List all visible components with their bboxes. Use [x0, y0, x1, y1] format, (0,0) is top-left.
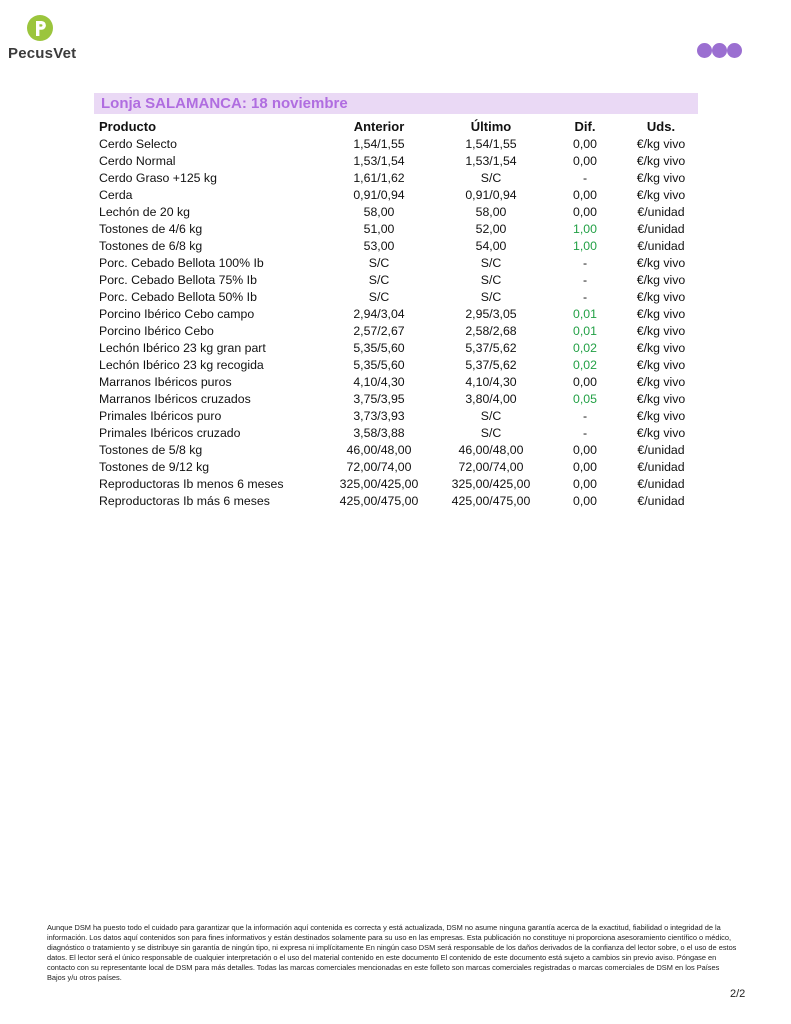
cell-dif: - [582, 171, 588, 185]
cell-anterior: 425,00/475,00 [339, 494, 419, 508]
dot-icon [727, 43, 742, 58]
cell-uds: €/kg vivo [636, 273, 686, 287]
cell-producto: Cerdo Graso +125 kg [99, 171, 217, 185]
cell-anterior: 72,00/74,00 [346, 460, 412, 474]
cell-uds: €/kg vivo [636, 324, 686, 338]
cell-producto: Porcino Ibérico Cebo [99, 324, 214, 338]
cell-ultimo: 58,00 [475, 205, 507, 219]
cell-uds: €/unidad [637, 443, 685, 457]
cell-anterior: 2,94/3,04 [353, 307, 405, 321]
cell-anterior: 325,00/425,00 [339, 477, 419, 491]
table-body [99, 136, 697, 510]
cell-producto: Porc. Cebado Bellota 100% Ib [99, 256, 264, 270]
cell-dif: - [582, 409, 588, 423]
cell-uds: €/kg vivo [636, 290, 686, 304]
table-row [99, 442, 697, 459]
cell-uds: €/kg vivo [636, 171, 686, 185]
table-row [99, 493, 697, 510]
cell-dif: 0,01 [573, 324, 597, 338]
table-row [99, 170, 697, 187]
cell-producto: Lechón Ibérico 23 kg recogida [99, 358, 264, 372]
cell-dif: 0,00 [573, 375, 597, 389]
cell-uds: €/kg vivo [636, 341, 686, 355]
cell-dif: 0,00 [573, 477, 597, 491]
cell-producto: Tostones de 4/6 kg [99, 222, 203, 236]
table-row [99, 221, 697, 238]
cell-producto: Marranos Ibéricos cruzados [99, 392, 251, 406]
cell-uds: €/unidad [637, 494, 685, 508]
cell-ultimo: 3,80/4,00 [465, 392, 517, 406]
dot-icon [697, 43, 712, 58]
dot-icon [712, 43, 727, 58]
cell-anterior: 5,35/5,60 [353, 358, 405, 372]
cell-anterior: 1,54/1,55 [353, 137, 405, 151]
cell-uds: €/unidad [637, 460, 685, 474]
cell-ultimo: 2,58/2,68 [465, 324, 517, 338]
cell-dif: - [582, 256, 588, 270]
column-header-producto: Producto [99, 119, 157, 134]
cell-uds: €/unidad [637, 477, 685, 491]
cell-anterior: 1,61/1,62 [353, 171, 405, 185]
price-table [99, 118, 697, 510]
cell-ultimo: S/C [480, 273, 502, 287]
table-header-row [99, 118, 697, 136]
cell-dif: - [582, 290, 588, 304]
cell-ultimo: 52,00 [475, 222, 507, 236]
cell-dif: 0,00 [573, 494, 597, 508]
cell-dif: - [582, 426, 588, 440]
cell-anterior: 3,58/3,88 [353, 426, 405, 440]
cell-uds: €/kg vivo [636, 154, 686, 168]
cell-producto: Tostones de 5/8 kg [99, 443, 203, 457]
table-row [99, 476, 697, 493]
brand-name: PecusVet [8, 45, 77, 62]
cell-producto: Marranos Ibéricos puros [99, 375, 232, 389]
cell-uds: €/kg vivo [636, 256, 686, 270]
pecusvet-logo-icon [26, 14, 54, 42]
table-row [99, 187, 697, 204]
table-row [99, 340, 697, 357]
column-header-dif: Dif. [574, 119, 596, 134]
cell-ultimo: 1,54/1,55 [465, 137, 517, 151]
cell-ultimo: S/C [480, 256, 502, 270]
cell-uds: €/unidad [637, 239, 685, 253]
cell-ultimo: 72,00/74,00 [458, 460, 524, 474]
cell-anterior: 5,35/5,60 [353, 341, 405, 355]
cell-uds: €/kg vivo [636, 358, 686, 372]
table-row [99, 238, 697, 255]
table-row [99, 374, 697, 391]
cell-anterior: 0,91/0,94 [353, 188, 405, 202]
cell-anterior: 2,57/2,67 [353, 324, 405, 338]
cell-dif: 0,00 [573, 154, 597, 168]
cell-uds: €/kg vivo [636, 426, 686, 440]
cell-ultimo: 5,37/5,62 [465, 358, 517, 372]
cell-anterior: 3,73/3,93 [353, 409, 405, 423]
cell-dif: 0,02 [573, 358, 597, 372]
cell-producto: Porc. Cebado Bellota 75% Ib [99, 273, 257, 287]
cell-anterior: 3,75/3,95 [353, 392, 405, 406]
cell-producto: Cerdo Normal [99, 154, 176, 168]
cell-producto: Primales Ibéricos puro [99, 409, 222, 423]
cell-anterior: 53,00 [363, 239, 395, 253]
cell-anterior: S/C [368, 290, 390, 304]
cell-ultimo: 5,37/5,62 [465, 341, 517, 355]
cell-dif: 1,00 [573, 239, 597, 253]
cell-uds: €/kg vivo [636, 137, 686, 151]
decorative-dots-icon [697, 43, 745, 59]
cell-ultimo: S/C [480, 171, 502, 185]
cell-ultimo: S/C [480, 409, 502, 423]
cell-ultimo: 46,00/48,00 [458, 443, 524, 457]
cell-ultimo: 0,91/0,94 [465, 188, 517, 202]
table-row [99, 272, 697, 289]
cell-dif: 0,00 [573, 443, 597, 457]
table-row [99, 136, 697, 153]
cell-ultimo: S/C [480, 290, 502, 304]
cell-dif: 0,02 [573, 341, 597, 355]
table-row [99, 306, 697, 323]
cell-producto: Tostones de 6/8 kg [99, 239, 203, 253]
table-row [99, 289, 697, 306]
section-banner [94, 93, 698, 114]
cell-uds: €/kg vivo [636, 409, 686, 423]
cell-dif: 0,05 [573, 392, 597, 406]
cell-dif: 0,00 [573, 137, 597, 151]
cell-uds: €/unidad [637, 205, 685, 219]
cell-ultimo: 1,53/1,54 [465, 154, 517, 168]
table-row [99, 459, 697, 476]
brand-logo [8, 14, 78, 70]
cell-producto: Porcino Ibérico Cebo campo [99, 307, 255, 321]
column-header-anterior: Anterior [353, 119, 405, 134]
cell-dif: 0,00 [573, 205, 597, 219]
table-row [99, 408, 697, 425]
cell-ultimo: 2,95/3,05 [465, 307, 517, 321]
cell-uds: €/unidad [637, 222, 685, 236]
table-row [99, 425, 697, 442]
cell-producto: Reproductoras Ib más 6 meses [99, 494, 270, 508]
column-header-uds: Uds. [646, 119, 676, 134]
cell-uds: €/kg vivo [636, 392, 686, 406]
section-title: Lonja SALAMANCA: 18 noviembre [101, 95, 348, 112]
table-row [99, 357, 697, 374]
cell-producto: Tostones de 9/12 kg [99, 460, 210, 474]
cell-ultimo: 425,00/475,00 [451, 494, 531, 508]
cell-ultimo: 54,00 [475, 239, 507, 253]
cell-anterior: S/C [368, 256, 390, 270]
cell-dif: - [582, 273, 588, 287]
table-row [99, 391, 697, 408]
cell-ultimo: S/C [480, 426, 502, 440]
cell-uds: €/kg vivo [636, 188, 686, 202]
cell-dif: 0,00 [573, 188, 597, 202]
column-header-ultimo: Último [470, 119, 512, 134]
page-number: 2/2 [730, 988, 746, 1000]
cell-producto: Primales Ibéricos cruzado [99, 426, 241, 440]
cell-ultimo: 4,10/4,30 [465, 375, 517, 389]
cell-producto: Cerdo Selecto [99, 137, 177, 151]
table-row [99, 255, 697, 272]
cell-anterior: 4,10/4,30 [353, 375, 405, 389]
cell-anterior: 46,00/48,00 [346, 443, 412, 457]
cell-producto: Porc. Cebado Bellota 50% Ib [99, 290, 257, 304]
cell-uds: €/kg vivo [636, 307, 686, 321]
cell-anterior: 58,00 [363, 205, 395, 219]
cell-dif: 0,01 [573, 307, 597, 321]
cell-uds: €/kg vivo [636, 375, 686, 389]
cell-producto: Lechón de 20 kg [99, 205, 190, 219]
cell-producto: Lechón Ibérico 23 kg gran part [99, 341, 266, 355]
cell-dif: 0,00 [573, 460, 597, 474]
cell-anterior: S/C [368, 273, 390, 287]
legal-disclaimer: Aunque DSM ha puesto todo el cuidado para garantizar que la información aquí contenida es correcta y está actualizada, DSM no asume ninguna garantía acerca de la exactitud, fiabilidad o integridad de la información. Los datos aquí contenidos son para fines informativos y están destinados solamente para su uso en las empresas. Esta publicación no constituye ni proporciona asesoramiento científico o médico, diagnóstico o tratamiento y se distribuye sin garantía de ningún tipo, ni expresa ni implícitamente En ningún caso DSM será responsable de los daños derivados de la confianza del lector sobre, o el uso de estos datos. El lector será el único responsable de cualquier interpretación o el uso del material contenido en este documento El contenido de este documento está sujeto a cambios sin previo aviso. Póngase en contacto con su representante local de DSM para más detalles. Todas las marcas comerciales mencionadas en este folleto son marcas comerciales registradas o marcas comerciales de DSM en los Países Bajos y/u otros países. [47, 923, 737, 982]
cell-ultimo: 325,00/425,00 [451, 477, 531, 491]
cell-anterior: 51,00 [363, 222, 395, 236]
cell-producto: Reproductoras Ib menos 6 meses [99, 477, 284, 491]
cell-producto: Cerda [99, 188, 133, 202]
table-row [99, 323, 697, 340]
cell-anterior: 1,53/1,54 [353, 154, 405, 168]
cell-dif: 1,00 [573, 222, 597, 236]
table-row [99, 204, 697, 221]
table-row [99, 153, 697, 170]
